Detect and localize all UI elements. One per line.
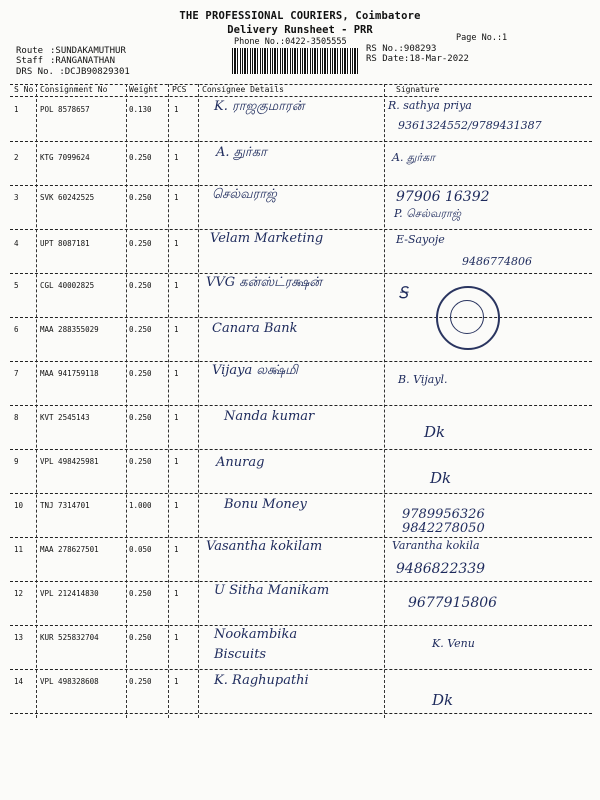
header-consignee: Consignee Details xyxy=(202,85,284,94)
table-row xyxy=(0,449,600,493)
row-signature: 9789956326 xyxy=(402,507,485,522)
row-consignee: VVG கன்ஸ்ட்ரக்ஷன் xyxy=(206,275,322,290)
table-row xyxy=(0,625,600,669)
row-consignment: SVK 60242525 xyxy=(40,193,95,202)
row-weight: 0.250 xyxy=(129,369,152,378)
company-name: THE PROFESSIONAL COURIERS, Coimbatore xyxy=(179,10,421,22)
row-weight: 0.050 xyxy=(129,545,152,554)
header-sno: S No xyxy=(14,85,34,94)
row-weight: 0.250 xyxy=(129,239,152,248)
row-consignee: Canara Bank xyxy=(212,321,298,336)
row-signature: E-Sayoje xyxy=(396,233,445,246)
row-signature-scribble: Dk xyxy=(430,469,452,487)
row-pcs: 1 xyxy=(174,239,179,248)
row-pcs: 1 xyxy=(174,457,179,466)
row-pcs: 1 xyxy=(174,325,179,334)
row-consignee-line2: Biscuits xyxy=(214,647,267,662)
row-consignment: VPL 498425981 xyxy=(40,457,99,466)
row-consignment: POL 8578657 xyxy=(40,105,90,114)
header-signature: Signature xyxy=(396,85,440,94)
row-pcs: 1 xyxy=(174,153,179,162)
row-weight: 0.250 xyxy=(129,589,152,598)
company-stamp xyxy=(436,286,500,350)
row-consignee: Nookambika xyxy=(214,627,298,642)
row-consignee: A. துர்கா xyxy=(216,145,267,160)
phone-number: Phone No.:0422-3505555 xyxy=(234,37,347,47)
row-signature-phone: 9842278050 xyxy=(402,521,485,536)
row-weight: 0.250 xyxy=(129,281,152,290)
row-pcs: 1 xyxy=(174,633,179,642)
header-weight: Weight xyxy=(129,85,158,94)
table-row xyxy=(0,273,600,317)
table-row xyxy=(0,581,600,625)
route-label: Route xyxy=(16,46,44,56)
drs-number: DRS No. :DCJB90829301 xyxy=(16,67,130,77)
row-weight: 0.130 xyxy=(129,105,152,114)
row-signature-phone: 9486774806 xyxy=(462,255,532,268)
row-pcs: 1 xyxy=(174,193,179,202)
row-weight: 0.250 xyxy=(129,325,152,334)
document-title: Delivery Runsheet - PRR xyxy=(227,24,373,36)
table-row xyxy=(0,229,600,273)
row-sno: 10 xyxy=(14,501,24,510)
rs-number: RS No.:908293 xyxy=(366,44,437,54)
header-consignment: Consignment No xyxy=(40,85,108,94)
table-row xyxy=(0,185,600,229)
row-signature: Varantha kokila xyxy=(392,539,480,552)
table-row xyxy=(0,317,600,361)
table-row xyxy=(0,361,600,405)
table-rule-bottom xyxy=(10,713,592,714)
row-consignee: Nanda kumar xyxy=(224,409,315,424)
table-row xyxy=(0,97,600,141)
row-sno: 1 xyxy=(14,105,19,114)
row-pcs: 1 xyxy=(174,589,179,598)
row-weight: 0.250 xyxy=(129,193,152,202)
row-consignee: Anurag xyxy=(216,455,265,470)
row-consignment: TNJ 7314701 xyxy=(40,501,90,510)
barcode-icon xyxy=(232,48,358,74)
row-signature-scribble: Ꭶ xyxy=(398,283,409,302)
row-sno: 2 xyxy=(14,153,19,162)
table-row xyxy=(0,669,600,713)
row-consignee: செல்வராஜ் xyxy=(212,187,277,202)
row-weight: 1.000 xyxy=(129,501,152,510)
staff-value: :RANGANATHAN xyxy=(50,56,116,66)
row-consignment: KTG 7099624 xyxy=(40,153,90,162)
row-consignment: UPT 8087181 xyxy=(40,239,90,248)
row-signature-name: P. செல்வராஜ் xyxy=(394,207,462,220)
staff-label: Staff xyxy=(16,56,44,66)
row-sno: 11 xyxy=(14,545,24,554)
row-consignee: U Sitha Manikam xyxy=(214,583,330,598)
route-value: :SUNDAKAMUTHUR xyxy=(50,46,126,56)
row-pcs: 1 xyxy=(174,545,179,554)
row-weight: 0.250 xyxy=(129,153,152,162)
row-sno: 13 xyxy=(14,633,24,642)
table-row xyxy=(0,141,600,185)
row-sno: 8 xyxy=(14,413,19,422)
row-sno: 9 xyxy=(14,457,19,466)
row-pcs: 1 xyxy=(174,105,179,114)
row-pcs: 1 xyxy=(174,413,179,422)
row-weight: 0.250 xyxy=(129,413,152,422)
row-pcs: 1 xyxy=(174,281,179,290)
row-signature: A. துர்கா xyxy=(392,151,436,164)
row-sno: 12 xyxy=(14,589,24,598)
row-consignment: CGL 40002825 xyxy=(40,281,95,290)
row-consignment: MAA 278627501 xyxy=(40,545,99,554)
row-sno: 6 xyxy=(14,325,19,334)
row-weight: 0.250 xyxy=(129,633,152,642)
row-consignment: KVT 2545143 xyxy=(40,413,90,422)
row-sno: 14 xyxy=(14,677,24,686)
row-signature: K. Venu xyxy=(432,637,475,650)
row-signature: R. sathya priya xyxy=(388,99,472,112)
row-consignee: K. Raghupathi xyxy=(214,673,309,688)
row-consignment: MAA 288355029 xyxy=(40,325,99,334)
table-row xyxy=(0,537,600,581)
row-sno: 4 xyxy=(14,239,19,248)
row-signature: 97906 16392 xyxy=(396,189,490,205)
row-consignment: VPL 498328608 xyxy=(40,677,99,686)
row-consignee: Vasantha kokilam xyxy=(206,539,323,554)
header-pcs: PCS xyxy=(172,85,187,94)
row-consignment: KUR 525832704 xyxy=(40,633,99,642)
rs-date: RS Date:18-Mar-2022 xyxy=(366,54,469,64)
route-staff-block xyxy=(16,46,126,66)
row-pcs: 1 xyxy=(174,501,179,510)
row-weight: 0.250 xyxy=(129,677,152,686)
row-sno: 3 xyxy=(14,193,19,202)
row-signature-scribble: Dk xyxy=(432,691,454,709)
row-pcs: 1 xyxy=(174,369,179,378)
row-signature-phone: 9361324552/9789431387 xyxy=(398,119,542,132)
row-consignment: MAA 941759118 xyxy=(40,369,99,378)
row-signature: 9677915806 xyxy=(408,595,498,611)
row-consignee: K. ராஜகுமாரன் xyxy=(214,99,305,114)
row-consignee: Velam Marketing xyxy=(210,231,324,246)
row-signature-phone: 9486822339 xyxy=(396,561,486,577)
row-consignment: VPL 212414830 xyxy=(40,589,99,598)
row-consignee: Vijaya லக்ஷ்மி xyxy=(212,363,298,378)
row-sno: 5 xyxy=(14,281,19,290)
row-sno: 7 xyxy=(14,369,19,378)
row-consignee: Bonu Money xyxy=(224,497,307,512)
table-row xyxy=(0,493,600,537)
row-signature-scribble: Dk xyxy=(424,423,446,441)
row-pcs: 1 xyxy=(174,677,179,686)
page-number: Page No.:1 xyxy=(456,33,508,43)
table-row xyxy=(0,405,600,449)
rs-info xyxy=(366,44,469,64)
row-weight: 0.250 xyxy=(129,457,152,466)
row-signature: B. Vijayl. xyxy=(398,373,448,386)
